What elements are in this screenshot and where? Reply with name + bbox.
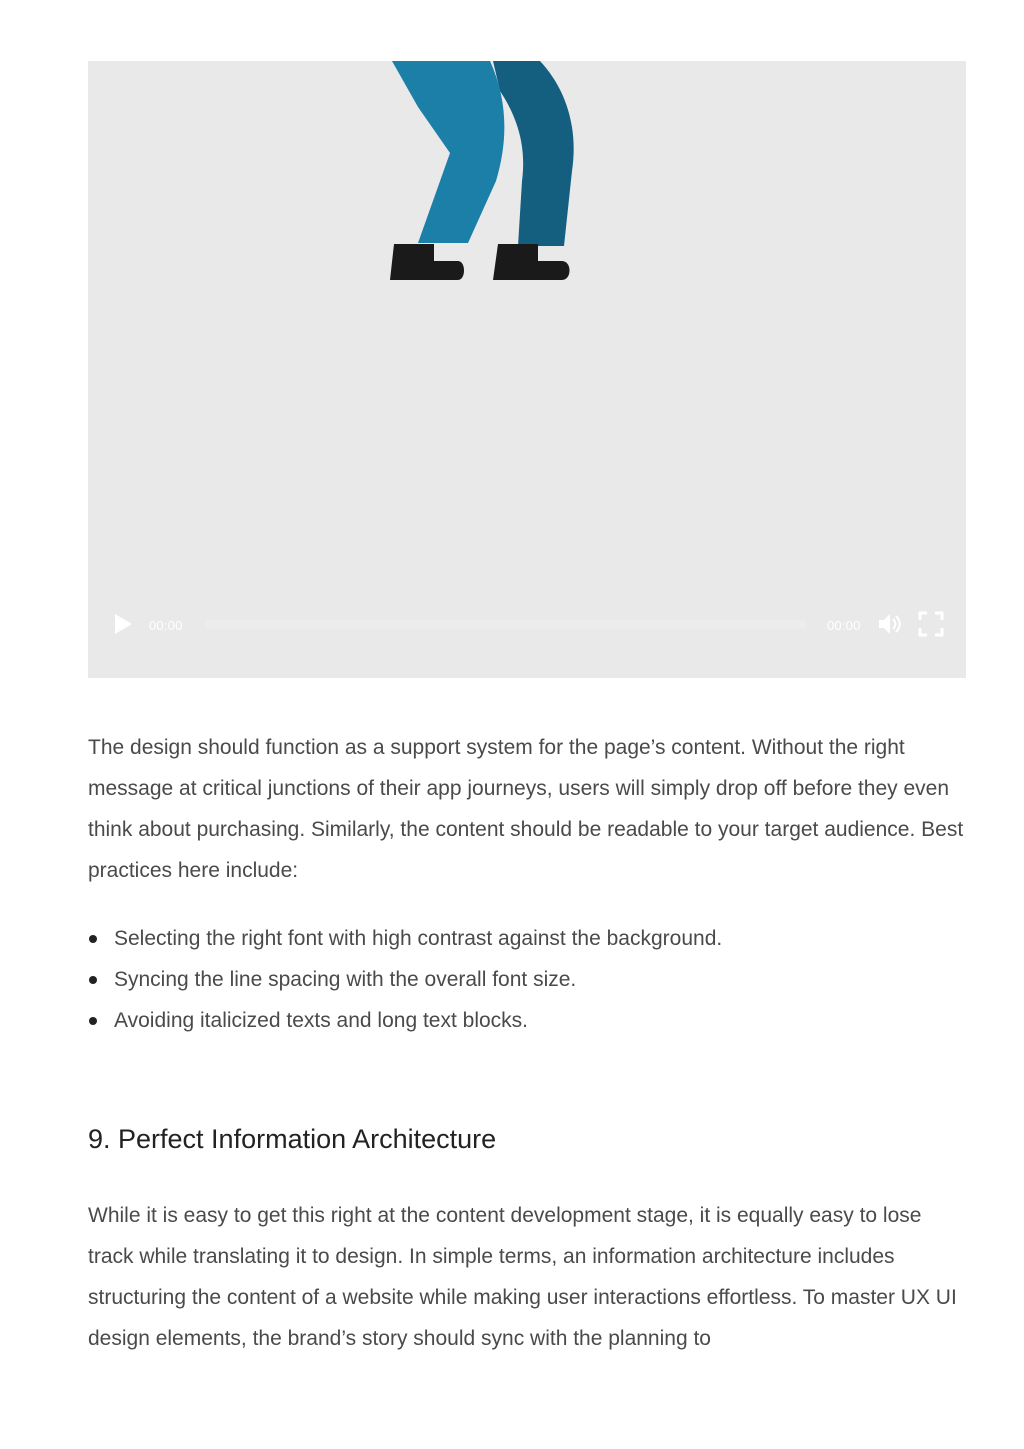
- bullet-dot: [89, 935, 97, 943]
- play-icon[interactable]: [112, 613, 134, 635]
- list-item-text: Avoiding italicized texts and long text blocks.: [114, 1009, 529, 1032]
- list-item: [88, 1000, 968, 1041]
- list-item: [88, 918, 968, 959]
- volume-icon[interactable]: [877, 611, 903, 637]
- list-item-text: Syncing the line spacing with the overall font size.: [114, 968, 577, 991]
- section-8-paragraph: The design should function as a support system for the page’s content. Without the right message at critical junctions of their app journeys, users will simply drop off before they even think about purchasing. Similarly, the content should be readable to your target audience. Best practices here include:: [88, 736, 964, 882]
- illustration-front-shoe: [390, 244, 464, 280]
- section-9-heading: 9. Perfect Information Architecture: [88, 1124, 497, 1154]
- illustration-back-shoe: [493, 244, 570, 280]
- current-time: 00:00: [149, 618, 183, 633]
- bullet-dot: [89, 1017, 97, 1025]
- list-item-text: Selecting the right font with high contrast against the background.: [114, 927, 723, 950]
- best-practices-list: [88, 918, 968, 1041]
- bullet-dot: [89, 976, 97, 984]
- fullscreen-icon[interactable]: [918, 611, 944, 637]
- video-illustration: [88, 61, 966, 678]
- duration-time: 00:00: [827, 618, 861, 633]
- illustration-back-leg: [493, 61, 574, 246]
- list-item: [88, 959, 968, 1000]
- illustration-front-leg: [392, 61, 504, 243]
- video-controls: [88, 608, 966, 640]
- section-9-paragraph: While it is easy to get this right at the content development stage, it is equally easy to lose track while translating it to design. In simple terms, an information architecture includes structuring the content of a website while making user interactions effortless. To master UX UI design elements, the brand’s story should sync with the planning to: [88, 1204, 957, 1350]
- video-player[interactable]: [88, 61, 966, 678]
- progress-bar[interactable]: [205, 620, 806, 629]
